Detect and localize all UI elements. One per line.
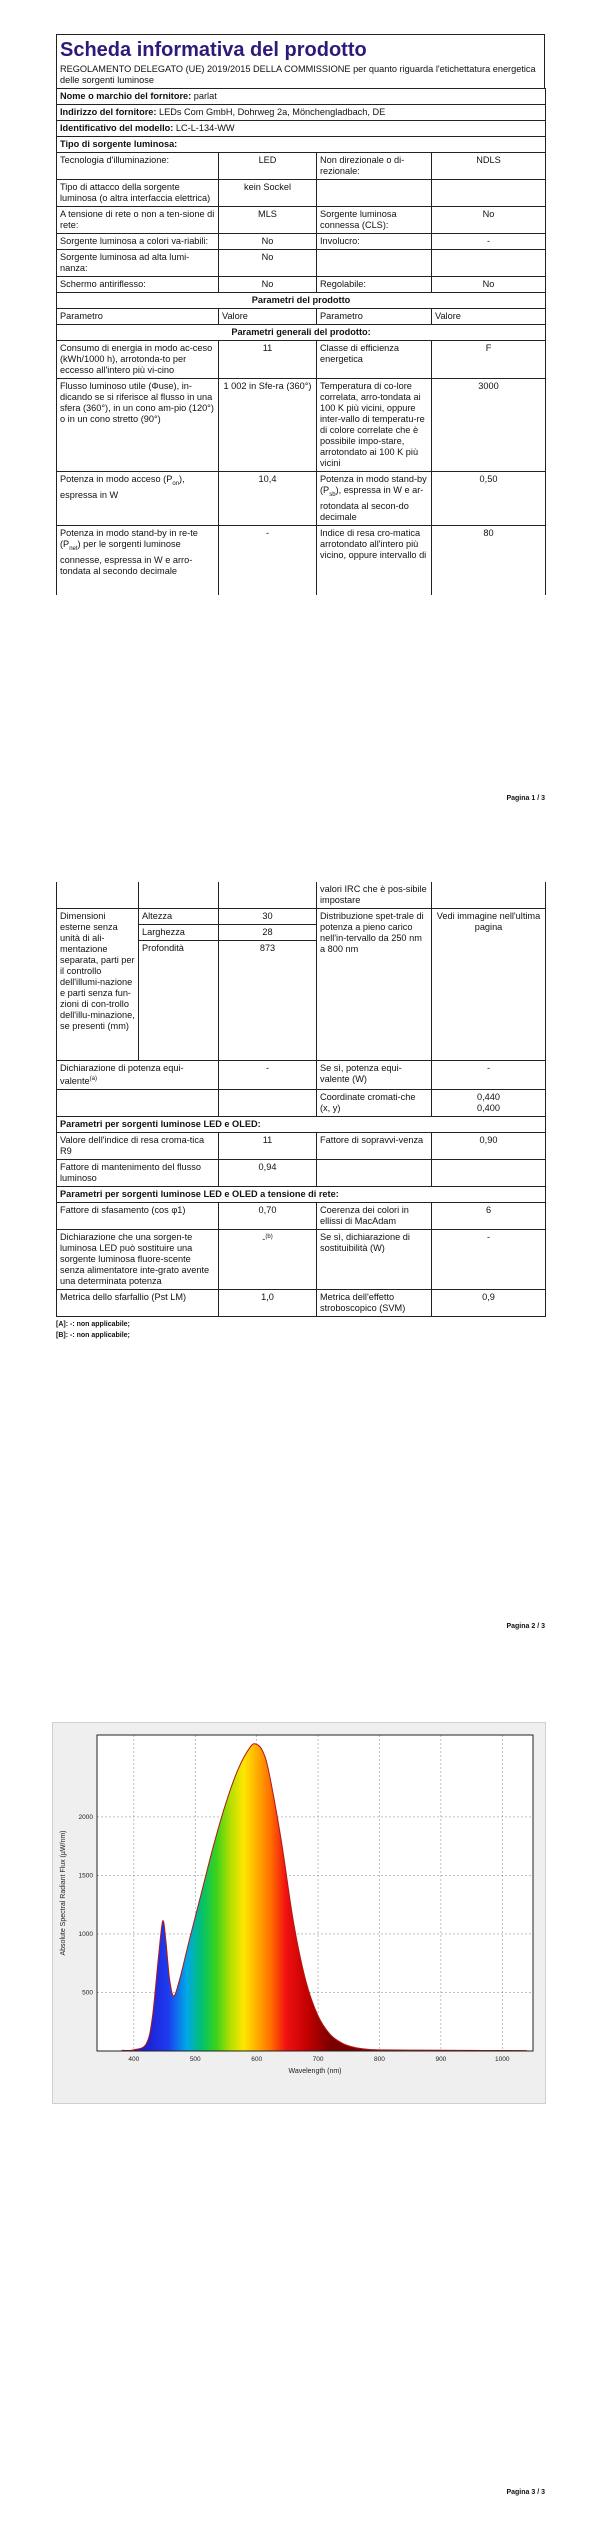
tech-label: Tecnologia d'illuminazione:	[57, 153, 219, 180]
hl-label: Sorgente luminosa ad alta lumi-nanza:	[57, 250, 219, 277]
supplier-brand-value: parlat	[193, 91, 217, 101]
connected-value: No	[432, 207, 546, 234]
envelope-value: -	[432, 234, 546, 250]
x-axis-label: Wavelength (nm)	[288, 2068, 342, 2075]
value-text: -	[262, 1234, 266, 1245]
dim-label: Regolabile:	[317, 277, 432, 293]
height-value: 30	[219, 909, 317, 925]
height-label: Altezza	[139, 909, 219, 925]
regulation-text: REGOLAMENTO DELEGATO (UE) 2019/2015 DELLA COMMISSIONE per quanto riguarda l'etichettatura energetica delle sorgenti luminose	[60, 64, 536, 85]
x-tick-label: 700	[312, 2056, 324, 2063]
table-row	[57, 325, 546, 341]
table-row	[57, 293, 546, 309]
table-row	[57, 909, 546, 925]
empty-cell	[317, 1160, 432, 1187]
equivalent-power-label	[57, 1061, 219, 1090]
luminous-flux-value: 1 002 in Sfe-ra (360°)	[219, 379, 317, 472]
table-row	[57, 105, 546, 121]
table-row	[57, 882, 546, 909]
network-standby-value: -	[219, 525, 317, 594]
empty-cell	[432, 250, 546, 277]
model-label: Identificativo del modello:	[60, 123, 174, 133]
empty-cell	[432, 1160, 546, 1187]
footnote-ref: (a)	[89, 1076, 97, 1082]
on-mode-power-value: 10,4	[219, 472, 317, 526]
connected-label: Sorgente luminosa connessa (CLS):	[317, 207, 432, 234]
table-row	[57, 1160, 546, 1187]
table-row	[57, 472, 546, 526]
r9-label: Valore dell'indice di resa croma-tica R9	[57, 1133, 219, 1160]
x-tick-label: 600	[251, 2056, 263, 2063]
label-part: Potenza in modo stand-by (P	[320, 474, 427, 495]
table-row	[57, 525, 546, 594]
empty-cell	[219, 1090, 317, 1117]
table-row	[57, 379, 546, 472]
table-row	[57, 277, 546, 293]
table-row	[57, 137, 546, 153]
r9-value: 11	[219, 1133, 317, 1160]
table-row	[57, 207, 546, 234]
page-2	[0, 842, 595, 1684]
standby-power-label	[317, 472, 432, 526]
standby-power-value: 0,50	[432, 472, 546, 526]
power-factor-label: Fattore di sfasamento (cos φ1)	[57, 1203, 219, 1230]
stroboscopic-label: Metrica dell'effetto stroboscopico (SVM)	[317, 1290, 432, 1317]
power-factor-value: 0,70	[219, 1203, 317, 1230]
y-tick-label: 2000	[78, 1813, 93, 1821]
table-row	[57, 234, 546, 250]
glare-value: No	[219, 277, 317, 293]
x-tick-label: 400	[128, 2056, 140, 2063]
table-row	[57, 1230, 546, 1290]
footnote-b: [B]: -: non applicabile;	[56, 1332, 130, 1340]
y-tick-label: 1000	[78, 1930, 93, 1938]
page-number: Pagina 1 / 3	[506, 795, 545, 802]
energy-consumption-label: Consumo di energia in modo ac-ceso (kWh/1000 h), arrotonda-to per eccesso all'intero più vi-cino	[57, 341, 219, 379]
empty-cell	[57, 882, 139, 909]
empty-cell	[57, 1090, 219, 1117]
x-tick-label: 1000	[495, 2056, 510, 2063]
spd-label: Distribuzione spet-trale di potenza a pieno carico nell'in-tervallo da 250 nm a 800 nm	[317, 909, 432, 1061]
supplier-address-value: LEDs Com GmbH, Dohrweg 2a, Mönchengladbach, DE	[159, 107, 386, 117]
page-number: Pagina 3 / 3	[506, 2489, 545, 2496]
hl-value: No	[219, 250, 317, 277]
header-box	[56, 34, 545, 88]
survival-value: 0,90	[432, 1133, 546, 1160]
empty-cell	[432, 882, 546, 909]
datasheet-page-2	[56, 882, 545, 1341]
source-type-heading: Tipo di sorgente luminosa:	[57, 137, 546, 153]
page-1	[0, 0, 595, 842]
led-params-title: Parametri per sorgenti luminose LED e OLED:	[57, 1117, 546, 1133]
replacement-value	[219, 1230, 317, 1290]
cri-label-cont: valori IRC che è pos-sibile impostare	[317, 882, 432, 909]
table-row	[57, 1187, 546, 1203]
cri-value: 80	[432, 525, 546, 594]
glare-label: Schermo antiriflesso:	[57, 277, 219, 293]
product-table-2	[56, 882, 546, 1317]
label-part: ), espressa in W e ar-rotondata al secon-do decimale	[320, 485, 424, 522]
spd-value: Vedi immagine nell'ultima pagina	[432, 909, 546, 1061]
y-axis-label: Absolute Spectral Radiant Flux (µW/nm)	[60, 1830, 67, 1956]
survival-label: Fattore di sopravvi-venza	[317, 1133, 432, 1160]
supplier-address-cell	[57, 105, 546, 121]
equivalent-w-value: -	[432, 1061, 546, 1090]
cap-label: Tipo di attacco della sorgente luminosa (o altra interfaccia elettrica)	[57, 180, 219, 207]
depth-label: Profondità	[139, 941, 219, 1061]
replacement-w-label: Se sì, dichiarazione di sostituibilità (W)	[317, 1230, 432, 1290]
mains-params-title: Parametri per sorgenti luminose LED e OLED a tensione di rete:	[57, 1187, 546, 1203]
label-sub: net	[69, 545, 78, 552]
network-standby-label	[57, 525, 219, 594]
energy-consumption-value: 11	[219, 341, 317, 379]
colour-consistency-value: 6	[432, 1203, 546, 1230]
spectrum-chart	[53, 1723, 545, 2103]
y-tick-label: 1500	[78, 1872, 93, 1880]
supplier-address-label: Indirizzo del fornitore:	[60, 107, 157, 117]
table-row	[57, 180, 546, 207]
nondir-label: Non direzionale o di-rezionale:	[317, 153, 432, 180]
table-row	[57, 1203, 546, 1230]
luminous-flux-label: Flusso luminoso utile (Φuse), in-dicando se si riferisce al flusso in una sfera (360°), in un cono am-pio (120°) o in un cono stretto (90°)	[57, 379, 219, 472]
col-value-header: Valore	[219, 309, 317, 325]
chromaticity-value	[432, 1090, 546, 1117]
empty-cell	[317, 180, 432, 207]
spectrum-chart-frame	[52, 1722, 546, 2104]
stroboscopic-value: 0,9	[432, 1290, 546, 1317]
x-tick-label: 500	[189, 2056, 201, 2063]
width-value: 28	[219, 925, 317, 941]
empty-cell	[219, 882, 317, 909]
efficiency-class-label: Classe di efficienza energetica	[317, 341, 432, 379]
dim-value: No	[432, 277, 546, 293]
x-tick-label: 900	[435, 2056, 447, 2063]
dimensions-label: Dimensioni esterne senza unità di ali-mentazione separata, parti per il controllo dell'illumi-nazione e parti senza fun-zioni di con-trollo dell'illu-minazione, se presenti (mm)	[57, 909, 139, 1061]
efficiency-class-value: F	[432, 341, 546, 379]
chromaticity-x: 0,440	[477, 1092, 500, 1103]
flicker-label: Metrica dello sfarfallio (Pst LM)	[57, 1290, 219, 1317]
lumen-maintenance-value: 0,94	[219, 1160, 317, 1187]
equivalent-power-value: -	[219, 1061, 317, 1090]
mains-label: A tensione di rete o non a ten-sione di rete:	[57, 207, 219, 234]
chromaticity-label: Coordinate cromati-che (x, y)	[317, 1090, 432, 1117]
chromaticity-y: 0,400	[477, 1103, 500, 1114]
cap-value: kein Sockel	[219, 180, 317, 207]
footnote-a: [A]: -: non applicabile;	[56, 1321, 130, 1329]
mains-value: MLS	[219, 207, 317, 234]
flicker-value: 1,0	[219, 1290, 317, 1317]
y-tick-label: 500	[82, 1989, 93, 1997]
general-params-title: Parametri generali del prodotto:	[57, 325, 546, 341]
page-number: Pagina 2 / 3	[506, 1623, 545, 1630]
table-row	[57, 250, 546, 277]
table-row	[57, 1061, 546, 1090]
table-row	[57, 1290, 546, 1317]
table-row	[57, 121, 546, 137]
empty-cell	[139, 882, 219, 909]
cct-label: Temperatura di co-lore correlata, arro-tondata ai 100 K più vicini, oppure inter-vallo di temperatu-re di colore correlate che è possibile impo-stare, arrotondato ai 100 K più vicini	[317, 379, 432, 472]
width-label: Larghezza	[139, 925, 219, 941]
label-part: Potenza in modo acceso (P	[60, 474, 173, 484]
equivalent-w-label: Se sì, potenza equi-valente (W)	[317, 1061, 432, 1090]
table-row	[57, 153, 546, 180]
table-row	[57, 309, 546, 325]
col-value-header: Valore	[432, 309, 546, 325]
table-row	[57, 1117, 546, 1133]
cri-label: Indice di resa cro-matica arrotondato all'intero più vicino, oppure intervallo di	[317, 525, 432, 594]
table-row	[57, 341, 546, 379]
x-tick-label: 800	[374, 2056, 385, 2063]
nondir-value: NDLS	[432, 153, 546, 180]
page-title: Scheda informativa del prodotto	[60, 39, 367, 61]
table-row	[57, 89, 546, 105]
on-mode-power-label	[57, 472, 219, 526]
col-param-header: Parametro	[57, 309, 219, 325]
table-row	[57, 1090, 546, 1117]
supplier-brand-cell	[57, 89, 546, 105]
label-sub: on	[172, 480, 180, 487]
params-section-title: Parametri del prodotto	[57, 293, 546, 309]
product-table-1	[56, 88, 546, 595]
model-cell	[57, 121, 546, 137]
footnote-ref: (b)	[265, 1234, 273, 1241]
label-part: Dichiarazione di potenza equi-valente	[60, 1063, 184, 1087]
depth-value: 873	[219, 941, 317, 1061]
colour-value: No	[219, 234, 317, 250]
label-part: ) per le sorgenti luminose connesse, espressa in W e arro-tondata al secondo decimale	[60, 538, 193, 576]
table-row	[57, 1133, 546, 1160]
colour-consistency-label: Coerenza dei colori in ellissi di MacAdam	[317, 1203, 432, 1230]
replacement-w-value: -	[432, 1230, 546, 1290]
model-value: LC-L-134-WW	[175, 123, 235, 133]
envelope-label: Involucro:	[317, 234, 432, 250]
empty-cell	[432, 180, 546, 207]
datasheet-page-1	[56, 34, 545, 595]
replacement-label: Dichiarazione che una sorgen-te luminosa LED può sostituire una sorgente luminosa fluore-scente senza alimentatore inte-grato avente una determinata potenza	[57, 1230, 219, 1290]
colour-label: Sorgente luminosa a colori va-riabili:	[57, 234, 219, 250]
col-param-header: Parametro	[317, 309, 432, 325]
label-part: ), espressa in W	[60, 474, 185, 500]
empty-cell	[317, 250, 432, 277]
tech-value: LED	[219, 153, 317, 180]
lumen-maintenance-label: Fattore di mantenimento del flusso luminoso	[57, 1160, 219, 1187]
label-part: Potenza in modo stand-by in re-te (P	[60, 527, 198, 549]
label-sub: sb	[329, 491, 336, 498]
cct-value: 3000	[432, 379, 546, 472]
supplier-brand-label: Nome o marchio del fornitore:	[60, 91, 192, 101]
